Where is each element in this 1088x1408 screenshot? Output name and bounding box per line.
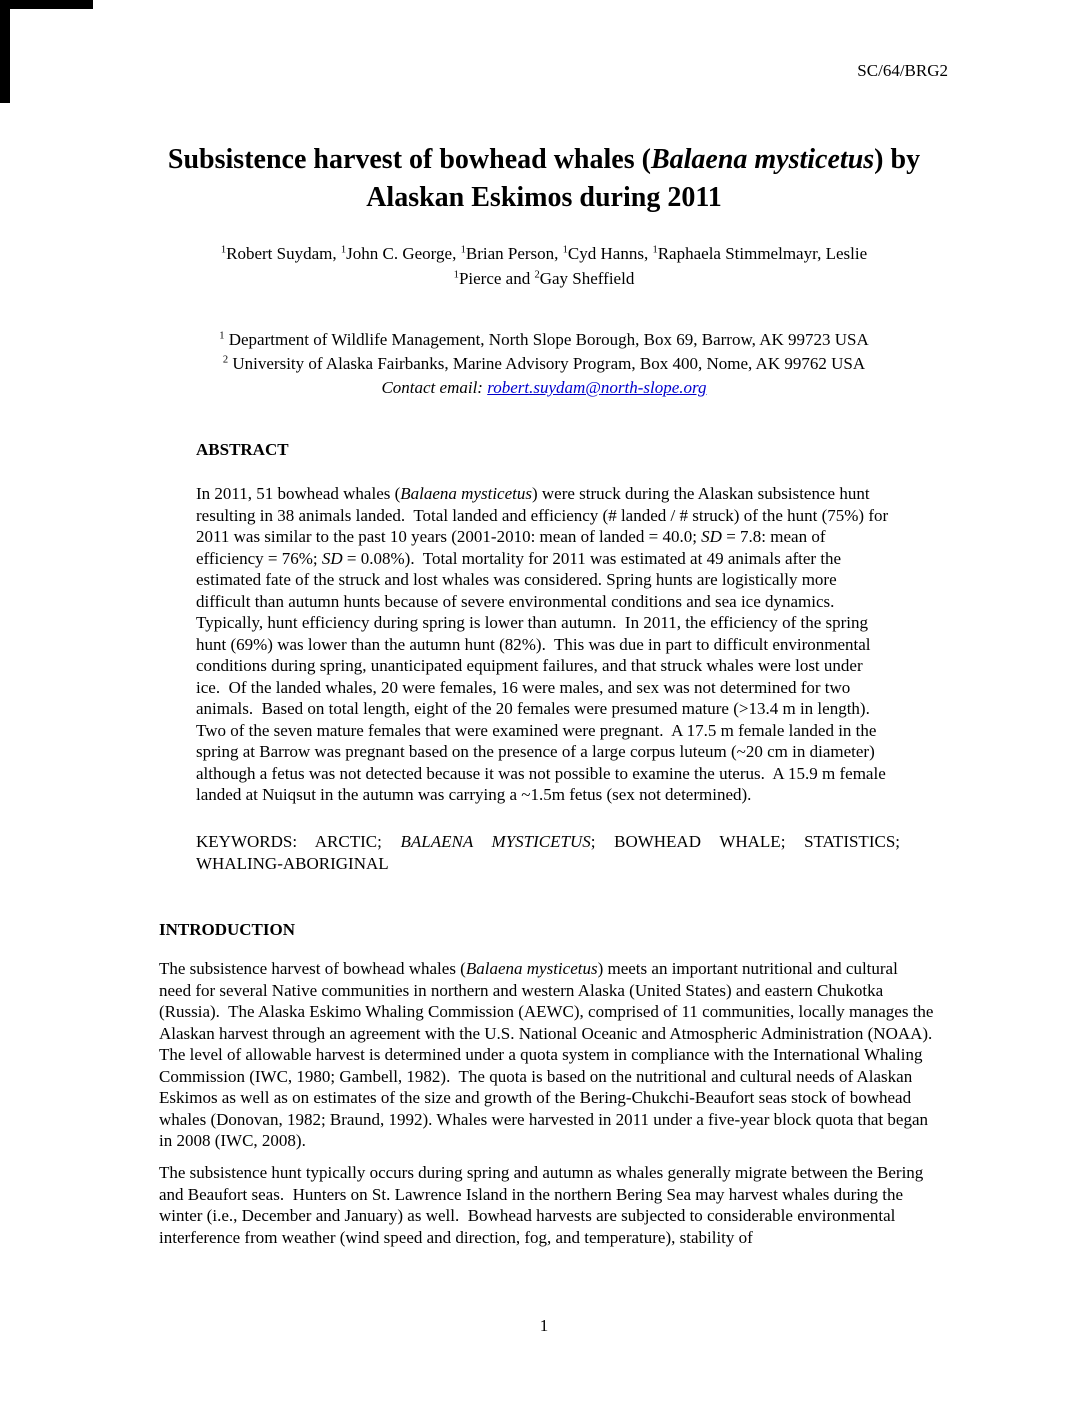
introduction-heading: INTRODUCTION <box>159 920 296 939</box>
intro-paragraph-2: The subsistence hunt typically occurs during spring and autumn as whales generally migrate between the Bering and Beaufort seas. Hunters on St. Lawrence Island in the northern Bering Sea may harvest whales during the winter (i.e., December and January) as well. Bowhead harvests are subjected to considerable environmental interference from weather (wind speed and direction, fog, and temperature), stability of <box>159 1163 928 1247</box>
affiliations-block <box>100 328 988 400</box>
page-number: 1 <box>539 1316 549 1335</box>
affiliation-1: $^1$ Department of Wildlife Management, North Slope Borough, Box 69, Barrow, AK 99723 USA <box>219 330 869 349</box>
page-title: Subsistence harvest of bowhead whales (Balaena mysticetus) by Alaskan Eskimos during 2011 <box>167 143 921 213</box>
authors-line: $^1$Robert Suydam, $^1$John C. George, $^1$Brian Person, $^1$Cyd Hanns, $^1$Raphaela Stimmelmayr, Leslie $^1$Pierce and $^2$Gay Sheffield <box>220 244 868 288</box>
scan-artifact-vertical <box>0 0 10 103</box>
scan-artifact-horizontal <box>0 0 93 9</box>
intro-paragraph-1: The subsistence harvest of bowhead whales (Balaena mysticetus) meets an important nutritional and cultural need for several Native communities in northern and western Alaska (United States) and eastern Chukotka (Russia). The Alaska Eskimo Whaling Commission (AEWC), comprised of 11 communities, locally manages the Alaskan harvest through an agreement with the U.S. National Oceanic and Atmospheric Administration (NOAA). The level of allowable harvest is determined under a quota system in compliance with the International Whaling Commission (IWC, 1980; Gambell, 1982). The quota is based on the nutritional and cultural needs of Alaskan Eskimos as well as on estimates of the size and growth of the Bering-Chukchi-Beaufort seas stock of bowhead whales (Donovan, 1982; Braund, 1992). Whales were harvested in 2011 under a five-year block quota that began in 2008 (IWC, 2008). <box>159 959 941 1150</box>
keywords-paragraph: KEYWORDS: ARCTIC; BALAENA MYSTICETUS; BOWHEAD WHALE; STATISTICS; WHALING-ABORIGINAL <box>196 832 900 873</box>
document-code: SC/64/BRG2 <box>857 61 948 80</box>
contact-email-line: Contact email: robert.suydam@north-slope.org <box>381 378 707 397</box>
affiliation-2: $^2$ University of Alaska Fairbanks, Marine Advisory Program, Box 400, Nome, AK 99762 USA <box>222 354 866 373</box>
abstract-paragraph: In 2011, 51 bowhead whales (Balaena mysticetus) were struck during the Alaskan subsistence hunt resulting in 38 animals landed. Total landed and efficiency (# landed / # struck) of the hunt (75%) for 2011 was similar to the past 10 years (2001-2010: mean of landed = 40.0; SD = 7.8: mean of efficiency = 76%; SD = 0.08%). Total mortality for 2011 was estimated at 49 animals after the estimated fate of the struck and lost whales was considered. Spring hunts are logistically more difficult than autumn hunts because of severe environmental conditions and sea ice dynamics. Typically, hunt efficiency during spring is lower than autumn. In 2011, the efficiency of the spring hunt (69%) was lower than the autumn hunt (82%). This was due in part to difficult environmental conditions during spring, unanticipated equipment failures, and that struck whales were lost under ice. Of the landed whales, 20 were females, 16 were males, and sex was not determined for two animals. Based on total length, eight of the 20 females were presumed mature (>13.4 m in length). Two of the seven mature females that were examined were pregnant. A 17.5 m female landed in the spring at Barrow was pregnant based on the presence of a large corpus luteum (~20 cm in diameter) although a fetus was not detected because it was not possible to examine the uterus. A 15.9 m female landed at Nuiqsut in the autumn was carrying a ~1.5m fetus (sex not determined). <box>196 484 893 804</box>
email-link[interactable]: robert.suydam@north-slope.org <box>487 378 707 397</box>
abstract-heading: ABSTRACT <box>196 440 289 459</box>
